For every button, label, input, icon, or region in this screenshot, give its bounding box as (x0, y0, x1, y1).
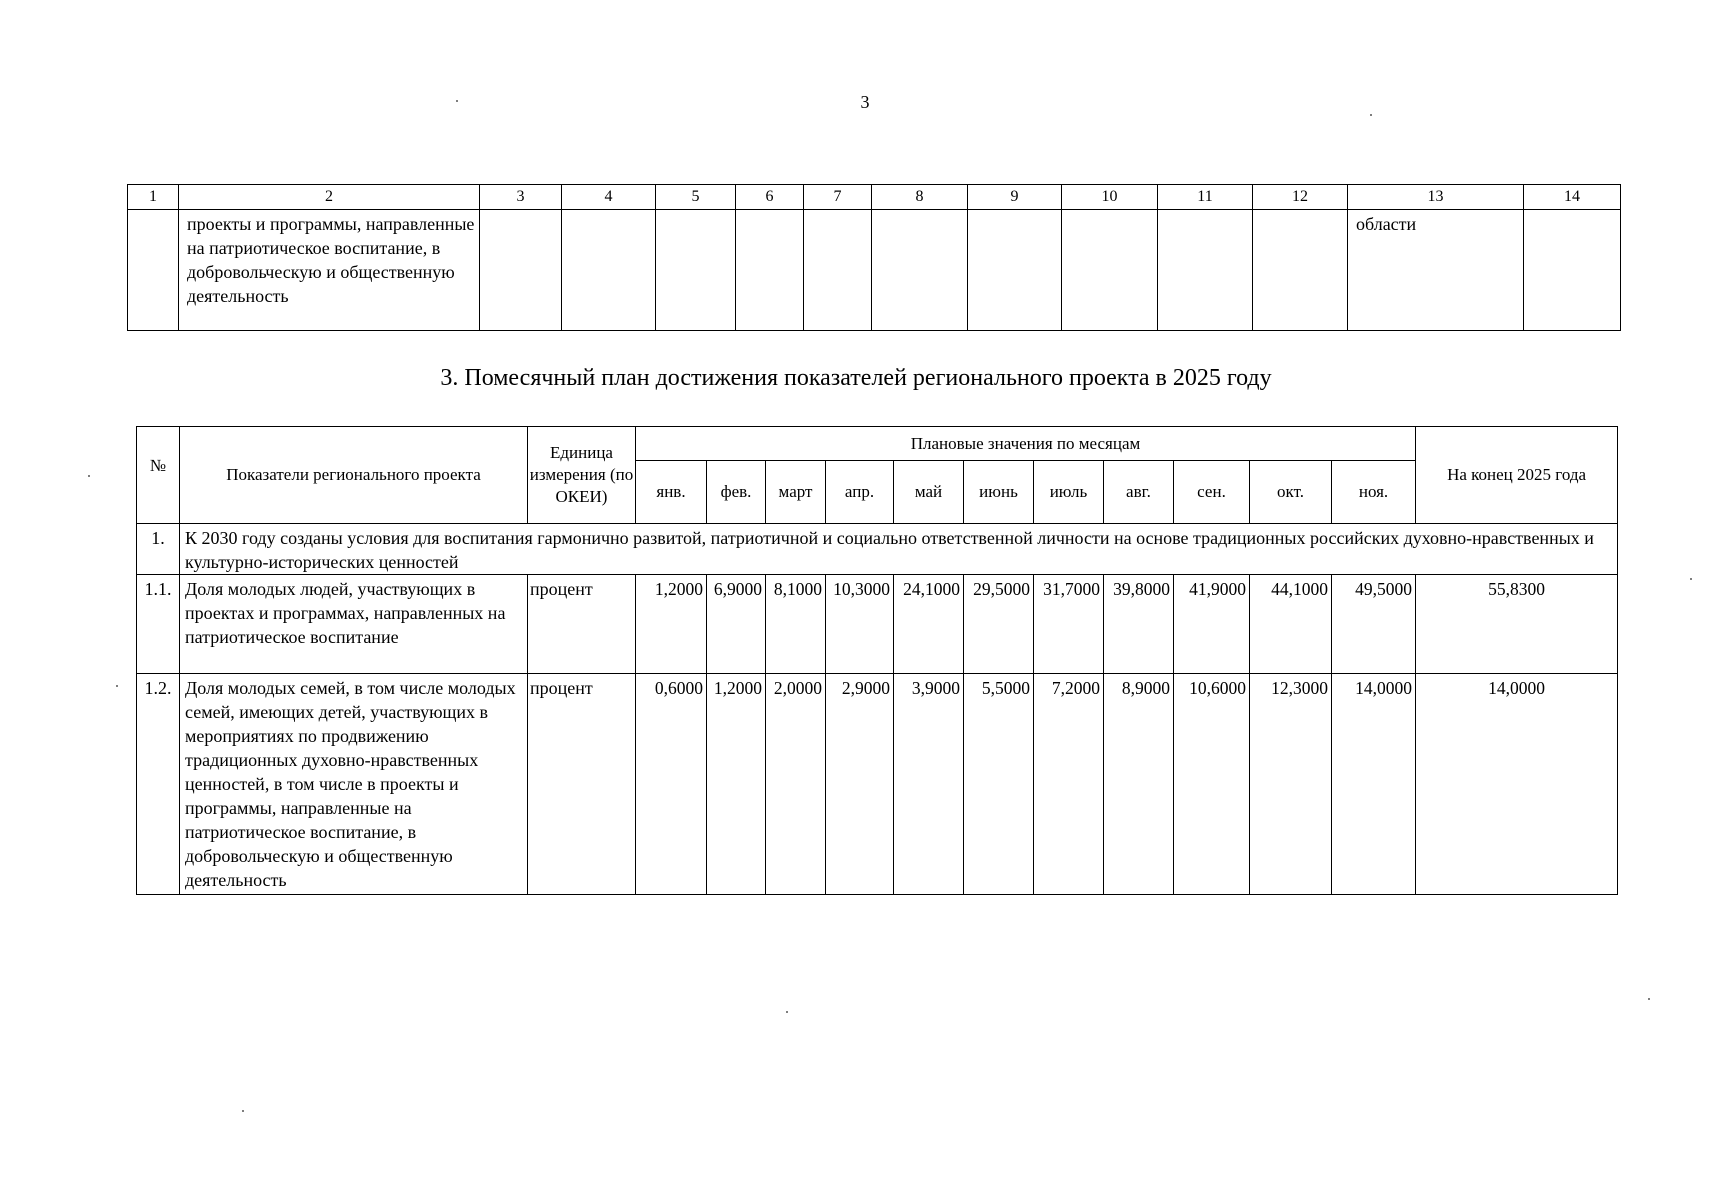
header-month: май (894, 461, 964, 524)
month-value: 5,5000 (964, 674, 1034, 895)
end-of-year-value: 55,8300 (1416, 575, 1618, 674)
column-number-row (128, 185, 1621, 210)
table-row (137, 674, 1618, 895)
header-month: сен. (1174, 461, 1250, 524)
header-unit: Единица измерения (по ОКЕИ) (528, 427, 636, 524)
header-month: март (766, 461, 826, 524)
column-number: 10 (1062, 185, 1158, 210)
table-cell (804, 210, 872, 331)
header-month: июль (1034, 461, 1104, 524)
month-value: 29,5000 (964, 575, 1034, 674)
region-text-continued: области (1348, 210, 1524, 331)
month-value: 8,1000 (766, 575, 826, 674)
column-number: 11 (1158, 185, 1253, 210)
column-number: 1 (128, 185, 179, 210)
header-month: авг. (1104, 461, 1174, 524)
scan-speck (242, 1110, 244, 1112)
column-number: 2 (179, 185, 480, 210)
month-value: 12,3000 (1250, 674, 1332, 895)
month-value: 0,6000 (636, 674, 707, 895)
row-number: 1.1. (137, 575, 180, 674)
month-value: 10,6000 (1174, 674, 1250, 895)
month-value: 6,9000 (707, 575, 766, 674)
table-cell (1062, 210, 1158, 331)
column-number: 9 (968, 185, 1062, 210)
table-cell (128, 210, 179, 331)
scan-speck (88, 475, 90, 477)
month-value: 24,1000 (894, 575, 964, 674)
scan-speck (456, 100, 458, 102)
table-cell (736, 210, 804, 331)
table-cell (872, 210, 968, 331)
goal-text: К 2030 году созданы условия для воспитания гармонично развитой, патриотичной и социально ответственной личности на основе традиционных российских духовно-нравственных и культурно-исторических ценностей (180, 524, 1618, 575)
table-cell (1158, 210, 1253, 331)
header-month: июнь (964, 461, 1034, 524)
indicator-text-continued: проекты и программы, направленные на патриотическое воспитание, в добровольческую и общественную деятельность (179, 210, 480, 331)
month-value: 49,5000 (1332, 575, 1416, 674)
column-number: 12 (1253, 185, 1348, 210)
header-month: фев. (707, 461, 766, 524)
goal-row (137, 524, 1618, 575)
scan-speck (786, 1011, 788, 1013)
scan-speck (1370, 114, 1372, 116)
monthly-plan-table (136, 426, 1618, 895)
month-value: 7,2000 (1034, 674, 1104, 895)
column-number: 6 (736, 185, 804, 210)
month-value: 2,9000 (826, 674, 894, 895)
indicator-name: Доля молодых семей, в том числе молодых семей, имеющих детей, участвующих в мероприятиях по продвижению традиционных духовно-нравственных ценностей, в том числе в проекты и программы, направленные на патриотическое воспитание, в добровольческую и общественную деятельность (180, 674, 528, 895)
month-value: 14,0000 (1332, 674, 1416, 895)
table-row (128, 210, 1621, 331)
scan-speck (1648, 998, 1650, 1000)
month-value: 3,9000 (894, 674, 964, 895)
month-value: 2,0000 (766, 674, 826, 895)
column-number: 3 (480, 185, 562, 210)
scan-speck (1690, 578, 1692, 580)
header-planned-values: Плановые значения по месяцам (636, 427, 1416, 461)
month-value: 41,9000 (1174, 575, 1250, 674)
end-of-year-value: 14,0000 (1416, 674, 1618, 895)
month-value: 1,2000 (636, 575, 707, 674)
section-title: 3. Помесячный план достижения показателей регионального проекта в 2025 году (440, 365, 1272, 391)
header-month: окт. (1250, 461, 1332, 524)
month-value: 10,3000 (826, 575, 894, 674)
header-indicator: Показатели регионального проекта (180, 427, 528, 524)
table-cell (1253, 210, 1348, 331)
column-number: 13 (1348, 185, 1524, 210)
table-cell (562, 210, 656, 331)
table-row (137, 575, 1618, 674)
month-value: 1,2000 (707, 674, 766, 895)
goal-number: 1. (137, 524, 180, 575)
column-number: 8 (872, 185, 968, 210)
header-number: № (137, 427, 180, 524)
column-number: 7 (804, 185, 872, 210)
continued-table (127, 184, 1621, 331)
header-month: апр. (826, 461, 894, 524)
column-number: 4 (562, 185, 656, 210)
header-row (137, 427, 1618, 461)
header-month: ноя. (1332, 461, 1416, 524)
table-cell (480, 210, 562, 331)
scan-speck (116, 685, 118, 687)
table-cell (1524, 210, 1621, 331)
table-cell (656, 210, 736, 331)
header-month: янв. (636, 461, 707, 524)
unit-cell: процент (528, 674, 636, 895)
month-value: 31,7000 (1034, 575, 1104, 674)
month-value: 39,8000 (1104, 575, 1174, 674)
row-number: 1.2. (137, 674, 180, 895)
column-number: 5 (656, 185, 736, 210)
month-value: 44,1000 (1250, 575, 1332, 674)
month-value: 8,9000 (1104, 674, 1174, 895)
indicator-name: Доля молодых людей, участвующих в проектах и программах, направленных на патриотическое воспитание (180, 575, 528, 674)
column-number: 14 (1524, 185, 1621, 210)
header-end-of-year: На конец 2025 года (1416, 427, 1618, 524)
unit-cell: процент (528, 575, 636, 674)
page-number: 3 (860, 92, 870, 112)
table-cell (968, 210, 1062, 331)
